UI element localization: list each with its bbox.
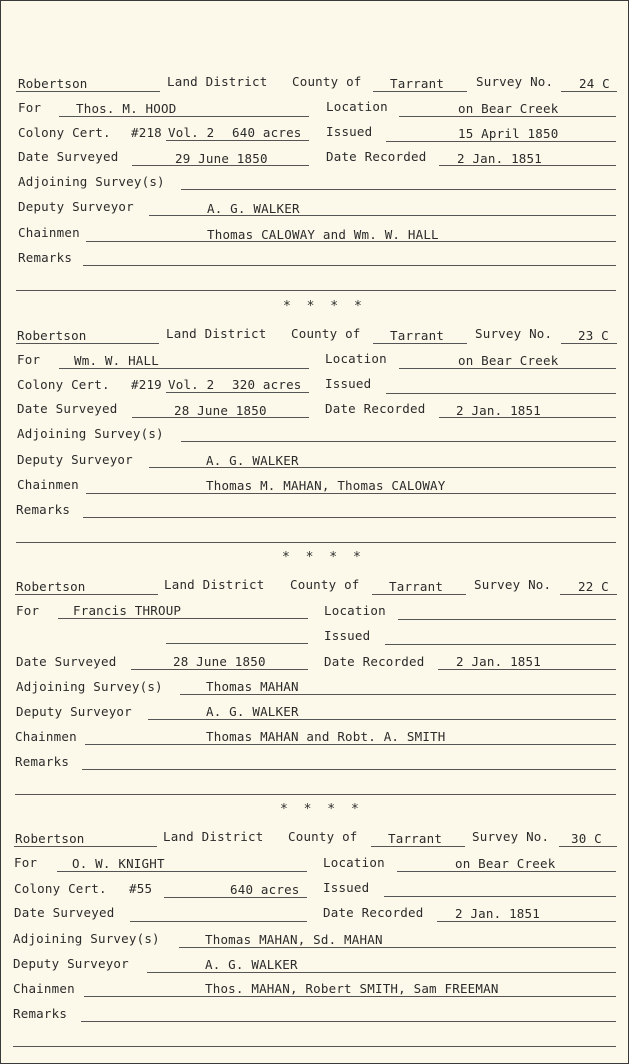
remarks-label: Remarks — [16, 502, 71, 517]
for-value: O. W. KNIGHT — [72, 856, 165, 871]
for-value: Wm. W. HALL — [74, 353, 159, 368]
survey-no-value: 24 C — [579, 76, 610, 91]
issued-label: Issued — [323, 880, 370, 895]
county-value: Tarrant — [388, 831, 443, 846]
county-value: Tarrant — [390, 328, 445, 343]
land-district-label: Land District — [163, 829, 264, 844]
issued-value: 15 April 1850 — [458, 126, 559, 141]
survey-no-value: 23 C — [578, 328, 609, 343]
survey-no-label: Survey No. — [476, 74, 554, 89]
record-separator: * * * * — [283, 299, 366, 314]
date-recorded-label: Date Recorded — [325, 401, 426, 416]
cert-acres: 640 acres — [232, 125, 302, 140]
date-surveyed-value: 28 June 1850 — [173, 654, 266, 669]
location-value: on Bear Creek — [458, 353, 559, 368]
issued-label: Issued — [326, 124, 373, 139]
date-recorded-value: 2 Jan. 1851 — [456, 654, 541, 669]
date-surveyed-value: 29 June 1850 — [175, 151, 268, 166]
deputy-value: A. G. WALKER — [207, 201, 300, 216]
record-separator: * * * * — [282, 550, 365, 565]
adjoining-label: Adjoining Survey(s) — [16, 679, 163, 694]
cert-acres: 320 acres — [232, 377, 302, 392]
cert-volume: Vol. 2 — [168, 377, 215, 392]
chainmen-label: Chainmen — [18, 225, 80, 240]
cert-number: #55 — [129, 881, 153, 896]
date-recorded-label: Date Recorded — [323, 905, 424, 920]
survey-no-label: Survey No. — [475, 326, 553, 341]
for-value: Francis THROUP — [73, 603, 182, 618]
land-district-label: Land District — [164, 577, 265, 592]
date-surveyed-label: Date Surveyed — [16, 654, 117, 669]
survey-no-value: 22 C — [578, 579, 609, 594]
chainmen-value: Thomas MAHAN and Robt. A. SMITH — [206, 729, 446, 744]
deputy-label: Deputy Surveyor — [18, 199, 134, 214]
land-district-label: Land District — [166, 326, 267, 341]
deputy-label: Deputy Surveyor — [16, 704, 132, 719]
district-value: Robertson — [18, 76, 88, 91]
deputy-value: A. G. WALKER — [206, 453, 299, 468]
date-surveyed-value: 28 June 1850 — [174, 403, 267, 418]
date-surveyed-label: Date Surveyed — [14, 905, 115, 920]
chainmen-value: Thomas M. MAHAN, Thomas CALOWAY — [206, 478, 446, 493]
survey-no-label: Survey No. — [472, 829, 550, 844]
district-value: Robertson — [17, 328, 87, 343]
deputy-label: Deputy Surveyor — [13, 956, 129, 971]
location-label: Location — [326, 99, 388, 114]
cert-number: #219 — [131, 377, 162, 392]
date-recorded-value: 2 Jan. 1851 — [456, 403, 541, 418]
cert-number: #218 — [131, 125, 162, 140]
for-label: For — [16, 603, 40, 618]
location-value: on Bear Creek — [455, 856, 556, 871]
for-label: For — [18, 100, 42, 115]
survey-no-label: Survey No. — [474, 577, 552, 592]
date-recorded-label: Date Recorded — [326, 149, 427, 164]
district-value: Robertson — [15, 831, 85, 846]
for-label: For — [14, 855, 38, 870]
county-label: County of — [288, 829, 358, 844]
chainmen-label: Chainmen — [15, 729, 77, 744]
district-value: Robertson — [16, 579, 86, 594]
deputy-value: A. G. WALKER — [206, 704, 299, 719]
county-label: County of — [290, 577, 360, 592]
remarks-label: Remarks — [13, 1006, 68, 1021]
remarks-label: Remarks — [18, 250, 73, 265]
location-label: Location — [324, 603, 386, 618]
adjoining-label: Adjoining Survey(s) — [17, 426, 164, 441]
issued-label: Issued — [325, 376, 372, 391]
date-surveyed-label: Date Surveyed — [17, 401, 118, 416]
location-value: on Bear Creek — [458, 101, 559, 116]
date-surveyed-label: Date Surveyed — [18, 149, 119, 164]
colony-cert-label: Colony Cert. — [18, 125, 111, 140]
county-value: Tarrant — [389, 579, 444, 594]
date-recorded-value: 2 Jan. 1851 — [455, 906, 540, 921]
county-value: Tarrant — [390, 76, 445, 91]
issued-label: Issued — [324, 628, 371, 643]
remarks-label: Remarks — [15, 754, 70, 769]
cert-volume: Vol. 2 — [168, 125, 215, 140]
survey-no-value: 30 C — [571, 831, 602, 846]
location-label: Location — [325, 351, 387, 366]
date-recorded-value: 2 Jan. 1851 — [457, 151, 542, 166]
for-value: Thos. M. HOOD — [76, 101, 177, 116]
chainmen-label: Chainmen — [17, 477, 79, 492]
adjoining-value: Thomas MAHAN, Sd. MAHAN — [205, 932, 383, 947]
land-district-label: Land District — [167, 74, 268, 89]
colony-cert-label: Colony Cert. — [14, 881, 107, 896]
county-label: County of — [291, 326, 361, 341]
county-label: County of — [292, 74, 362, 89]
colony-cert-label: Colony Cert. — [17, 377, 110, 392]
deputy-value: A. G. WALKER — [205, 957, 298, 972]
chainmen-value: Thomas CALOWAY and Wm. W. HALL — [207, 227, 439, 242]
deputy-label: Deputy Surveyor — [17, 452, 133, 467]
record-separator: * * * * — [280, 802, 363, 817]
chainmen-value: Thos. MAHAN, Robert SMITH, Sam FREEMAN — [205, 981, 499, 996]
chainmen-label: Chainmen — [13, 981, 75, 996]
adjoining-label: Adjoining Survey(s) — [13, 931, 160, 946]
date-recorded-label: Date Recorded — [324, 654, 425, 669]
location-label: Location — [323, 855, 385, 870]
adjoining-label: Adjoining Survey(s) — [18, 174, 165, 189]
cert-acres: 640 acres — [230, 882, 300, 897]
for-label: For — [17, 352, 41, 367]
adjoining-value: Thomas MAHAN — [206, 679, 299, 694]
